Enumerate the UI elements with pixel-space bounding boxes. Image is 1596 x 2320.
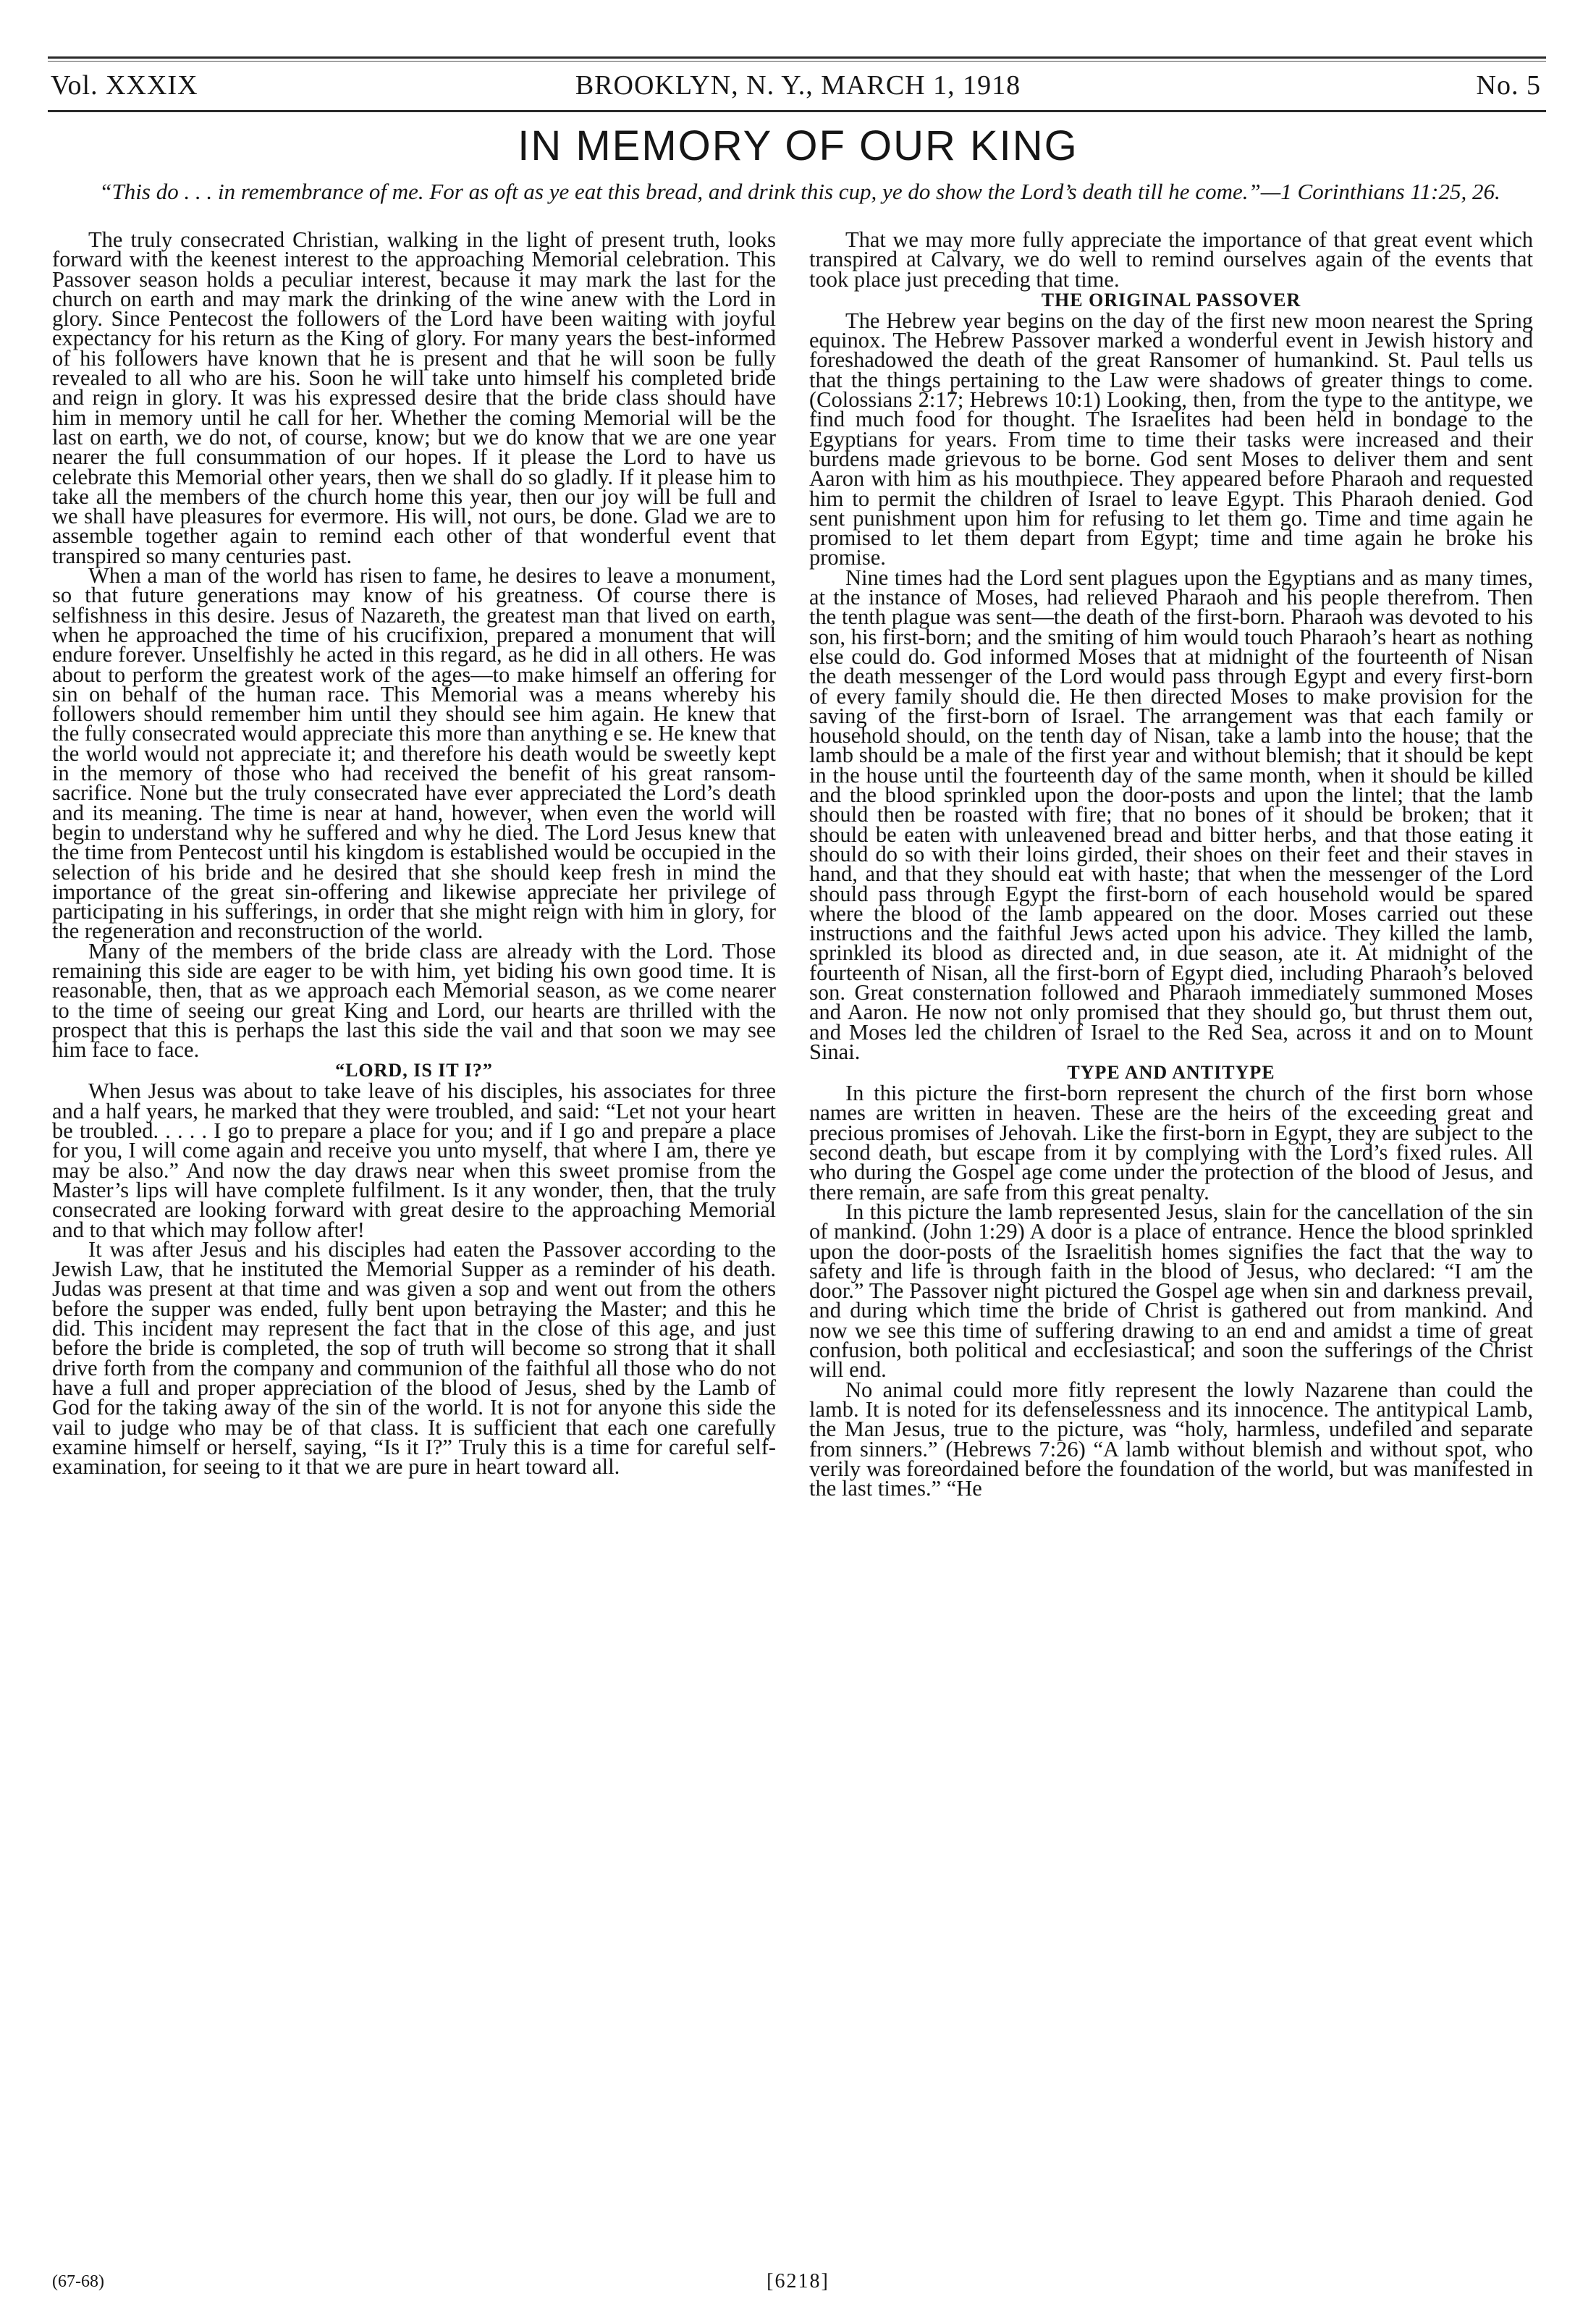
footer-page-number: [6218] [767, 2270, 829, 2292]
left-paragraph-5: It was after Jesus and his disciples had eaten the Passover according to the Jewish Law, that he instituted the Memorial Supper as a reminder of his death. Judas was present at that time and was given a sop and went out from the others before the supper was ended, fully bent upon betraying the Master; and this he did. This incident may represent the fact that in the close of this age, and just before the bride is completed, the sop of truth will become so strong that it shall drive forth from the company and communion of the faithful all those who do not have a full and proper appreciation of the blood of Jesus, shed by the Lamb of God for the taking away of the sin of the world. It is not for anyone this side the vail to judge who may be of that class. It is sufficient that each one carefully examine himself or herself, saying, “Is it I?” Truly this is a time for careful self-examination, for seeing to it that we are pure in heart toward all. [52, 1236, 776, 1480]
subheading-type-and-antitype: TYPE AND ANTITYPE [1067, 1062, 1275, 1084]
article-epigraph: “This do . . . in remembrance of me. For as oft as ye eat this bread, and drink this cup, ye do show the Lord’s death till he come.”—1 Corinthians 11:25, 26. [99, 179, 1500, 204]
right-paragraph-3: Nine times had the Lord sent plagues upon the Egyptians and as many times, at the instance of Moses, had relieved Pharaoh and his people therefrom. Then the tenth plague was sent—the death of the first-born. Pharaoh was devoted to his son, his first-born; and the smiting of him would touch Pharaoh’s heart as nothing else could do. God informed Moses that at midnight of the fourteenth of Nisan the death messenger of the Lord would pass through Egypt and every first-born of every family should die. He then directed Moses to make provision for the saving of the first-born of Israel. The arrangement was that each family or household should, on the tenth day of Nisan, take a lamb into the house; that the lamb should be a male of the first year and without blemish; that it should be kept in the house until the fourteenth day of the same month, when it should be killed and the blood sprinkled upon the door-posts and upon the lintel; that the lamb should then be roasted with fire; that no bones of it should be broken; that it should be eaten with unleavened bread and bitter herbs, and that those eating it should do so with their loins girded, their shoes on their feet and their staves in hand, and that they should eat with haste; that when the messenger of the Lord should pass through Egypt the first-born of each household would be spared where the blood of the lamb appeared on the door. Moses carried out these instructions and the faithful Jews acted upon his advice. They killed the lamb, sprinkled its blood as directed and, in due season, ate it. At midnight of the fourteenth of Nisan, all the first-born of Egypt died, including Pharaoh’s beloved son. Great consternation followed and Pharaoh immediately summoned Moses and Aaron. He now not only promised that they should go, but thrust them out, and Moses led the children of Israel to the Red Sea, across it and on to Mount Sinai. [809, 565, 1533, 1064]
place-date-label: BROOKLYN, N. Y., MARCH 1, 1918 [575, 70, 1021, 101]
left-paragraph-2: When a man of the world has risen to fame, he desires to leave a monument, so that future generations may know of his greatness. Of course there is selfishness in this desire. Jesus of Nazareth, the greatest man that lived on earth, when he approached the time of his crucifixion, prepared a monument that will endure forever. Unselfishly he acted in this regard, as he did in all others. He was about to perform the greatest work of the ages—to make himself an offering for sin on behalf of the human race. This Memorial was a means whereby his followers should remember him until they should see him again. He knew that the fully consecrated would appreciate this more than anything e se. He knew that the world would not appreciate it; and therefore his death would be sweetly kept in the memory of those who had received the benefit of his great ransom-sacrifice. None but the truly consecrated have ever appreciated the Lord’s death and its meaning. The time is near at hand, however, when even the world will begin to understand why he suffered and why he died. The Lord Jesus knew that the time from Pentecost until his kingdom is established would be occupied in the selection of his bride and he desired that she should keep fresh in mind the importance of the great sin-offering and likewise appreciate her privilege of participating in his sufferings, in order that she might reign with him in glory, for the regeneration and reconstruction of the world. [52, 563, 776, 944]
right-column [809, 227, 1533, 1501]
masthead-rule [48, 110, 1546, 112]
subheading-original-passover: THE ORIGINAL PASSOVER [1041, 289, 1301, 311]
right-paragraph-2: The Hebrew year begins on the day of the first new moon nearest the Spring equinox. The Hebrew Passover marked a wonderful event in Jewish history and foreshadowed the death of the great Ransomer of humankind. St. Paul tells us that the things pertaining to the Law were shadows of greater things to come. (Colossians 2:17; Hebrews 10:1) Looking, then, from the type to the antitype, we find much food for thought. The Israelites had been held in bondage to the Egyptians for years. From time to time their tasks were increased and their burdens made grievous to be borne. God sent Moses to deliver them and sent Aaron with him as his mouthpiece. They appeared before Pharaoh and requested him to permit the children of Israel to leave Egypt. This Pharaoh denied. God sent punishment upon him for refusing to let them go. Time and time again he promised to let them depart from Egypt; time and time again he broke his promise. [809, 308, 1533, 570]
left-paragraph-3: Many of the members of the bride class are already with the Lord. Those remaining this side are eager to be with him, yet biding his own good time. It is reasonable, then, that as we approach each Memorial season, as we come nearer to the time of seeing our great King and Lord, our hearts are thrilled with the prospect that this is perhaps the last this side the vail and that soon we may see him face to face. [52, 938, 776, 1063]
footer-page-range: (67-68) [52, 2272, 104, 2291]
left-column [52, 227, 776, 1480]
right-paragraph-1: That we may more fully appreciate the importance of that great event which transpired at Calvary, we do well to remind ourselves again of the events that took place just preceding that time. [809, 227, 1533, 292]
top-rule-thin [48, 61, 1546, 62]
right-paragraph-6: No animal could more fitly represent the lowly Nazarene than could the lamb. It is noted for its defenselessness and its innocence. The antitypical Lamb, the Man Jesus, true to the picture, was “holy, harmless, undefiled and separate from sinners.” (Hebrews 7:26) “A lamb without blemish and without spot, who verily was foreordained before the foundation of the world, but was manifested in the last times.” “He [809, 1377, 1533, 1501]
volume-label: Vol. XXXIX [51, 70, 198, 101]
subheading-lord-is-it-i: “LORD, IS IT I?” [335, 1060, 493, 1081]
left-paragraph-1: The truly consecrated Christian, walking in the light of present truth, looks forward with the keenest interest to the approaching Memorial celebration. This Passover season holds a peculiar interest, because it may mark the last for the church on earth and may mark the drinking of the wine anew with the Lord in glory. Since Pentecost the followers of the Lord have been waiting with joyful expectancy for his return as the King of glory. For many years the best-informed of his followers have known that he is present and that he will soon be fully revealed to all who are his. Soon he will take unto himself his completed bride and reign in glory. It was his expressed desire that the bride class should have him in memory until he call for her. Whether the coming Memorial will be the last on earth, we do not, of course, know; but we do know that we are one year nearer the full consummation of our hopes. If it please the Lord to have us celebrate this Memorial other years, then we shall do so gladly. If it please him to take all the members of the church home this year, then our joy will be full and we shall have pleasures for evermore. His will, not ours, be done. Glad we are to assemble together again to remind each other of that wonderful event that transpired so many centuries past. [52, 227, 776, 568]
issue-number-label: No. 5 [1476, 70, 1541, 101]
right-paragraph-4: In this picture the first-born represent the church of the first born whose names are written in heaven. These are the heirs of the exceeding great and precious promises of Jehovah. Like the first-born in Egypt, they are subject to the second death, but escape from it by complying with the Lord’s fixed rules. All who during the Gospel age come under the protection of the blood of Jesus, and there remain, are safe from this great penalty. [809, 1081, 1533, 1205]
left-paragraph-4: When Jesus was about to take leave of his disciples, his associates for three and a half years, he marked that they were troubled, and said: “Let not your heart be troubled. . . . . I go to prepare a place for you; and if I go and prepare a place for you, I will come again and receive you unto myself, that where I am, there ye may be also.” And now the day draws near when this sweet promise from the Master’s lips will have complete fulfilment. Is it any wonder, then, that the truly consecrated are looking forward with great desire to the approaching Memorial and to that which may follow after! [52, 1079, 776, 1242]
top-rule [48, 56, 1546, 59]
right-paragraph-5: In this picture the lamb represented Jesus, slain for the cancellation of the sin of mankind. (John 1:29) A door is a place of entrance. Hence the blood sprinkled upon the door-posts of the Israelitish homes signifies the fact that the way to safety and life is through faith in the blood of Jesus, who declared: “I am the door.” The Passover night pictured the Gospel age when sin and darkness prevail, and during which time the bride of Christ is gathered out from mankind. And now we see this time of suffering drawing to an end and amidst a time of great confusion, both political and ecclesiastical; and soon the sufferings of the Christ will end. [809, 1199, 1533, 1383]
article-title: IN MEMORY OF OUR KING [518, 122, 1078, 169]
